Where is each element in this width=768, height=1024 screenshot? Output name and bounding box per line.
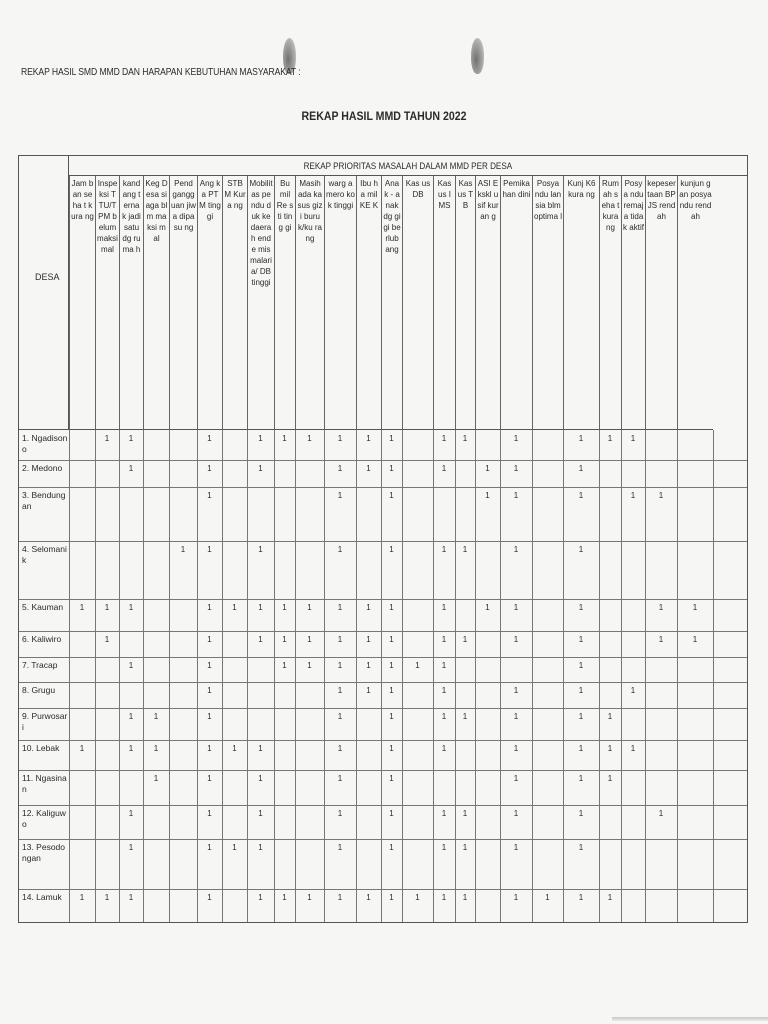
- priority-mark: 1: [389, 712, 394, 721]
- priority-mark: 1: [389, 464, 394, 473]
- priority-mark: 1: [578, 744, 584, 753]
- column-header: Pemika han dini: [500, 176, 532, 430]
- priority-mark: 1: [462, 893, 468, 902]
- column-header: Posya ndu remaj a tidak aktif: [621, 176, 645, 430]
- priority-mark: 1: [282, 893, 287, 902]
- grid-line: [19, 708, 747, 709]
- grid-line: [222, 430, 223, 922]
- priority-mark: 1: [389, 809, 394, 818]
- priority-mark: 1: [578, 809, 584, 818]
- desa-header-label: DESA: [35, 272, 60, 282]
- priority-mark: 1: [630, 686, 636, 695]
- grid-line: [324, 430, 325, 922]
- priority-mark: 1: [389, 434, 394, 443]
- grid-line: [295, 430, 296, 922]
- priority-mark: 1: [79, 603, 85, 612]
- grid-line: [532, 430, 533, 922]
- priority-mark: 1: [337, 744, 343, 753]
- grid-line: [455, 430, 456, 922]
- priority-mark: 1: [307, 893, 312, 902]
- priority-mark: 1: [513, 843, 519, 852]
- priority-mark: 1: [282, 434, 287, 443]
- document-title: REKAP HASIL MMD TAHUN 2022: [301, 109, 467, 123]
- priority-mark: 1: [607, 744, 613, 753]
- grid-line: [19, 889, 747, 890]
- grid-line: [645, 430, 646, 922]
- column-header: Posya ndu lansia blm optima l: [532, 176, 563, 430]
- document-subtitle: REKAP HASIL SMD MMD DAN HARAPAN KEBUTUHAN MASYARAKAT :: [21, 67, 301, 78]
- grid-line: [197, 430, 198, 922]
- priority-mark: 1: [207, 712, 212, 721]
- grid-line: [169, 430, 170, 922]
- priority-mark: 1: [337, 774, 343, 783]
- desa-name: 6. Kaliwiro: [22, 634, 62, 644]
- column-header: Kas us TB: [455, 176, 475, 430]
- priority-mark: 1: [658, 603, 664, 612]
- grid-line: [402, 430, 403, 922]
- priority-mark: 1: [307, 603, 312, 612]
- grid-line: [19, 682, 747, 683]
- priority-mark: 1: [513, 635, 519, 644]
- priority-mark: 1: [207, 809, 212, 818]
- grid-line: [19, 657, 747, 658]
- priority-mark: 1: [104, 434, 110, 443]
- priority-mark: 1: [578, 893, 584, 902]
- priority-mark: 1: [337, 661, 343, 670]
- priority-mark: 1: [128, 603, 134, 612]
- priority-mark: 1: [258, 545, 263, 554]
- priority-mark: 1: [207, 464, 212, 473]
- priority-mark: 1: [79, 893, 85, 902]
- priority-mark: 1: [578, 635, 584, 644]
- grid-line: [19, 631, 747, 632]
- priority-mark: 1: [258, 893, 263, 902]
- column-header: Kas us IMS: [433, 176, 455, 430]
- priority-mark: 1: [485, 603, 490, 612]
- column-header: Anak - anak dg gigi berlub ang: [381, 176, 402, 430]
- priority-mark: 1: [389, 661, 394, 670]
- column-header: Masih ada kasus gizi buruk/ku rang: [295, 176, 324, 430]
- priority-mark: 1: [232, 744, 237, 753]
- priority-mark: 1: [441, 464, 447, 473]
- column-header: Keg Desa siaga blm maksi mal: [143, 176, 169, 430]
- priority-mark: 1: [207, 774, 212, 783]
- priority-mark: 1: [389, 893, 394, 902]
- page-edge: [612, 1017, 768, 1021]
- priority-mark: 1: [337, 464, 343, 473]
- priority-mark: 1: [366, 434, 371, 443]
- priority-mark: 1: [307, 635, 312, 644]
- priority-mark: 1: [207, 545, 212, 554]
- priority-mark: 1: [578, 434, 584, 443]
- priority-mark: 1: [128, 434, 134, 443]
- grid-line: [599, 430, 600, 922]
- column-header: ASI Ekskl usif kuran g: [475, 176, 500, 430]
- priority-mark: 1: [307, 661, 312, 670]
- priority-mark: 1: [389, 545, 394, 554]
- priority-mark: 1: [462, 809, 468, 818]
- column-header: Kunj K6 kura ng: [563, 176, 599, 430]
- desa-name: 3. Bendungan: [22, 490, 66, 511]
- priority-mark: 1: [282, 635, 287, 644]
- grid-line: [356, 430, 357, 922]
- priority-mark: 1: [337, 686, 343, 695]
- priority-mark: 1: [128, 712, 134, 721]
- column-header: Pend gangg uan jiwa dipasu ng: [169, 176, 197, 430]
- priority-mark: 1: [441, 434, 447, 443]
- priority-mark: 1: [337, 545, 343, 554]
- desa-name: 7. Tracap: [22, 660, 58, 670]
- priority-mark: 1: [485, 464, 490, 473]
- priority-mark: 1: [658, 491, 664, 500]
- priority-mark: 1: [258, 635, 263, 644]
- priority-mark: 1: [658, 809, 664, 818]
- grid-line: [19, 805, 747, 806]
- priority-mark: 1: [658, 635, 664, 644]
- grid-line: [19, 541, 747, 542]
- priority-mark: 1: [513, 744, 519, 753]
- priority-mark: 1: [207, 843, 212, 852]
- priority-mark: 1: [258, 774, 263, 783]
- grid-line: [500, 430, 501, 922]
- column-header: Mobilit as pendu duk ke daera h ende mis malari a/ DB tinggi: [247, 176, 274, 430]
- priority-mark: 1: [462, 434, 468, 443]
- desa-name: 2. Medono: [22, 463, 63, 473]
- priority-mark: 1: [513, 809, 519, 818]
- priority-mark: 1: [337, 491, 343, 500]
- grid-line: [274, 430, 275, 922]
- priority-mark: 1: [153, 744, 159, 753]
- desa-column-header: [19, 156, 69, 430]
- priority-mark: 1: [578, 464, 584, 473]
- priority-mark: 1: [578, 661, 584, 670]
- priority-mark: 1: [513, 712, 519, 721]
- desa-name: 8. Grugu: [22, 685, 56, 695]
- priority-mark: 1: [441, 809, 447, 818]
- priority-mark: 1: [128, 744, 134, 753]
- priority-mark: 1: [337, 893, 343, 902]
- priority-mark: 1: [441, 744, 447, 753]
- priority-mark: 1: [578, 603, 584, 612]
- priority-mark: 1: [607, 712, 613, 721]
- priority-mark: 1: [128, 464, 134, 473]
- priority-mark: 1: [578, 545, 584, 554]
- priority-mark: 1: [513, 686, 519, 695]
- priority-mark: 1: [462, 843, 468, 852]
- priority-mark: 1: [607, 774, 613, 783]
- priority-mark: 1: [462, 635, 468, 644]
- priority-mark: 1: [104, 635, 110, 644]
- priority-mark: 1: [104, 893, 110, 902]
- priority-mark: 1: [462, 545, 468, 554]
- desa-name: 9. Purwosari: [22, 711, 68, 732]
- priority-mark: 1: [578, 843, 584, 852]
- priority-mark: 1: [630, 744, 636, 753]
- priority-mark: 1: [366, 464, 371, 473]
- priority-mark: 1: [282, 603, 287, 612]
- priority-mark: 1: [207, 603, 212, 612]
- priority-mark: 1: [337, 603, 343, 612]
- grid-line: [119, 430, 120, 922]
- column-header: kand ang terna k jadi satu dg ruma h: [119, 176, 143, 430]
- priority-mark: 1: [207, 635, 212, 644]
- priority-mark: 1: [207, 893, 212, 902]
- priority-mark: 1: [366, 686, 371, 695]
- grid-line: [381, 430, 382, 922]
- grid-line: [19, 740, 747, 741]
- column-header: Inspe ksi TTU/T PM belum maksi mal: [95, 176, 119, 430]
- priority-mark: 1: [389, 774, 394, 783]
- priority-mark: 1: [207, 744, 212, 753]
- priority-mark: 1: [630, 491, 636, 500]
- desa-name: 4. Selomanik: [22, 544, 67, 565]
- priority-mark: 1: [258, 603, 263, 612]
- priority-mark: 1: [366, 661, 371, 670]
- priority-mark: 1: [389, 635, 394, 644]
- priority-mark: 1: [578, 491, 584, 500]
- grid-line: [247, 430, 248, 922]
- priority-mark: 1: [513, 774, 519, 783]
- grid-line: [475, 430, 476, 922]
- priority-mark: 1: [366, 635, 371, 644]
- grid-line: [19, 460, 747, 461]
- priority-mark: 1: [337, 635, 343, 644]
- priority-mark: 1: [366, 603, 371, 612]
- priority-mark: 1: [607, 893, 613, 902]
- grid-line: [433, 430, 434, 922]
- column-header: kunjun gan posya ndu rendah: [677, 176, 713, 430]
- grid-line: [95, 430, 96, 922]
- priority-mark: 1: [441, 661, 447, 670]
- priority-mark: 1: [337, 434, 343, 443]
- priority-mark: 1: [441, 893, 447, 902]
- punch-hole: [471, 38, 484, 74]
- priority-mark: 1: [389, 491, 394, 500]
- recap-table: [18, 155, 748, 923]
- priority-mark: 1: [389, 686, 394, 695]
- grid-line: [677, 430, 678, 922]
- priority-mark: 1: [282, 661, 287, 670]
- priority-mark: 1: [630, 434, 636, 443]
- priority-mark: 1: [462, 712, 468, 721]
- priority-mark: 1: [513, 603, 519, 612]
- priority-mark: 1: [207, 686, 212, 695]
- priority-mark: 1: [207, 434, 212, 443]
- group-header-label: REKAP PRIORITAS MASALAH DALAM MMD PER DESA: [303, 161, 513, 171]
- priority-mark: 1: [207, 661, 212, 670]
- priority-mark: 1: [513, 491, 519, 500]
- priority-mark: 1: [441, 603, 447, 612]
- priority-mark: 1: [207, 491, 212, 500]
- priority-mark: 1: [441, 686, 447, 695]
- column-header: Kas us DB: [402, 176, 433, 430]
- priority-mark: 1: [513, 893, 519, 902]
- priority-mark: 1: [607, 434, 613, 443]
- column-header: kepeser taan BPJS rendah: [645, 176, 677, 430]
- priority-mark: 1: [79, 744, 85, 753]
- priority-mark: 1: [513, 464, 519, 473]
- priority-mark: 1: [545, 893, 550, 902]
- priority-mark: 1: [153, 774, 159, 783]
- priority-mark: 1: [128, 809, 134, 818]
- priority-mark: 1: [415, 893, 420, 902]
- column-header: Jam ban seha t kura ng: [69, 176, 95, 430]
- priority-mark: 1: [441, 843, 447, 852]
- priority-mark: 1: [513, 545, 519, 554]
- priority-mark: 1: [415, 661, 420, 670]
- grid-line: [143, 430, 144, 922]
- priority-mark: 1: [441, 545, 447, 554]
- grid-line: [19, 839, 747, 840]
- desa-name: 13. Pesodongan: [22, 842, 66, 863]
- priority-mark: 1: [232, 843, 237, 852]
- desa-name: 5. Kauman: [22, 602, 64, 612]
- desa-name: 10. Lebak: [22, 743, 60, 753]
- grid-line: [621, 430, 622, 922]
- column-header: Rum ah seha t kura ng: [599, 176, 621, 430]
- desa-name: 1. Ngadisono: [22, 433, 68, 454]
- priority-mark: 1: [258, 434, 263, 443]
- column-header: Ang ka PT M ting gi: [197, 176, 222, 430]
- priority-mark: 1: [578, 712, 584, 721]
- priority-mark: 1: [692, 603, 698, 612]
- priority-mark: 1: [104, 603, 110, 612]
- priority-mark: 1: [337, 712, 343, 721]
- grid-line: [713, 430, 714, 922]
- priority-mark: 1: [258, 744, 263, 753]
- priority-mark: 1: [485, 491, 490, 500]
- grid-line: [19, 487, 747, 488]
- priority-mark: 1: [337, 809, 343, 818]
- group-header: [69, 156, 747, 176]
- column-header: Bu mil Re sti ting gi: [274, 176, 295, 430]
- grid-line: [19, 770, 747, 771]
- priority-mark: 1: [441, 635, 447, 644]
- column-header: warg a mero kok tinggi: [324, 176, 356, 430]
- priority-mark: 1: [128, 893, 134, 902]
- column-header: STB M Kura ng: [222, 176, 247, 430]
- priority-mark: 1: [128, 661, 134, 670]
- priority-mark: 1: [366, 893, 371, 902]
- priority-mark: 1: [389, 744, 394, 753]
- desa-name: 12. Kaliguwo: [22, 808, 66, 829]
- priority-mark: 1: [258, 809, 263, 818]
- grid-line: [69, 430, 70, 922]
- column-header: Ibu ha mil KE K: [356, 176, 381, 430]
- priority-mark: 1: [180, 545, 186, 554]
- grid-line: [19, 599, 747, 600]
- priority-mark: 1: [153, 712, 159, 721]
- priority-mark: 1: [258, 464, 263, 473]
- priority-mark: 1: [128, 843, 134, 852]
- desa-name: 14. Lamuk: [22, 892, 62, 902]
- grid-line: [563, 430, 564, 922]
- priority-mark: 1: [232, 603, 237, 612]
- priority-mark: 1: [258, 843, 263, 852]
- desa-name: 11. Ngasinan: [22, 773, 67, 794]
- priority-mark: 1: [389, 603, 394, 612]
- priority-mark: 1: [337, 843, 343, 852]
- priority-mark: 1: [578, 686, 584, 695]
- priority-mark: 1: [513, 434, 519, 443]
- priority-mark: 1: [441, 712, 447, 721]
- priority-mark: 1: [692, 635, 698, 644]
- priority-mark: 1: [578, 774, 584, 783]
- priority-mark: 1: [389, 843, 394, 852]
- priority-mark: 1: [307, 434, 312, 443]
